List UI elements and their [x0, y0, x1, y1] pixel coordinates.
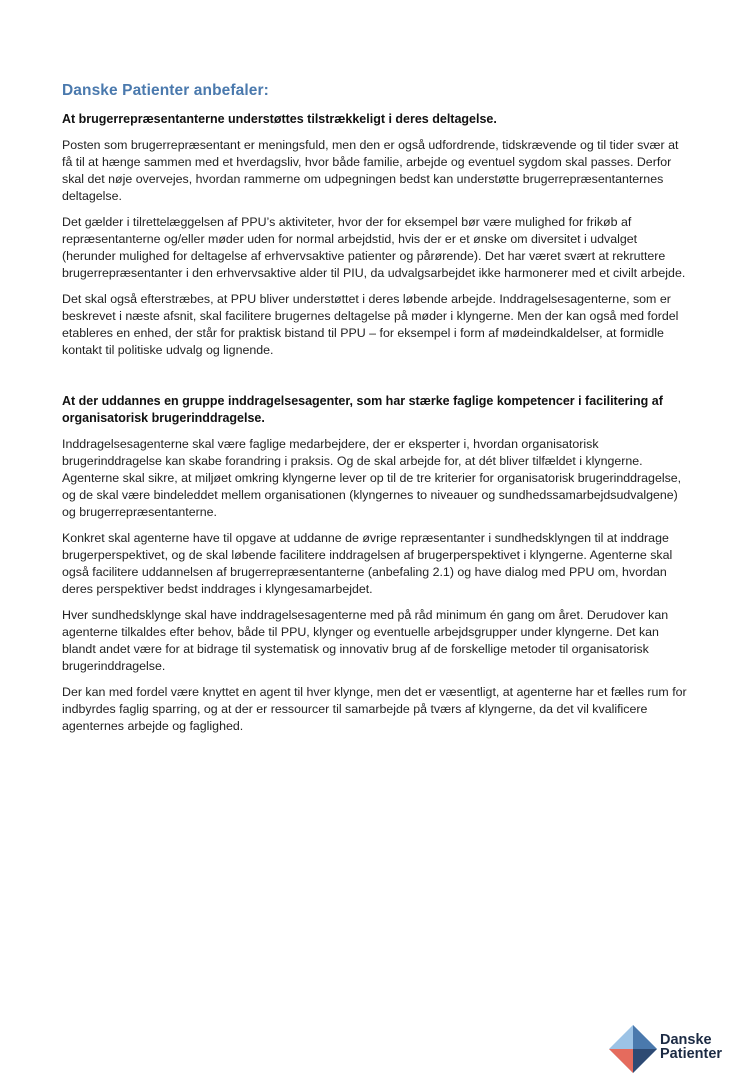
paragraph: Det skal også efterstræbes, at PPU bliver understøttet i deres løbende arbejde. Inddragelsesagenterne, som er beskrevet i næste afsnit, skal facilitere brugernes deltagelse på møder i klyngerne. Men der kan også med fordel etableres en enhed, der står for praktisk bistand til PPU – for eksempel i form af mødeindkaldelser, at formidle kontakt til politiske udvalg og lignende. [62, 292, 679, 357]
paragraph: Hver sundhedsklynge skal have inddragelsesagenterne med på råd minimum én gang om året. Derudover kan agenterne tilkaldes efter behov, både til PPU, klynger og eventuelle arbejdsgrupper under klyngerne. Det kan blandt andet være for at bidrage til systematisk og innovativ brug af de forskellige metoder til organisatorisk brugerinddragelse. [62, 608, 669, 673]
paragraph: Inddragelsesagenterne skal være faglige medarbejdere, der er eksperter i, hvordan organisatorisk brugerinddragelse kan skabe forandring i praksis. Og de skal arbejde for, at dét bliver tilfældet i klyngerne. Agenterne skal sikre, at miljøet omkring klyngerne lever op til de tre kriterier for organisatorisk brugerinddragelse, og de skal være bindeleddet mellem organisationen (klyngernes to niveauer og sundhedssamarbejdsudvalgene) og brugerrepræsentanterne. [62, 437, 682, 519]
recommendation-1 [62, 111, 692, 359]
recommendation-2 [62, 393, 692, 735]
section-title: At brugerrepræsentanterne understøttes tilstrækkeligt i deres deltagelse. [62, 112, 497, 126]
logo-wordmark [660, 1033, 722, 1061]
danske-patienter-logo [608, 1024, 748, 1074]
logo-line-2: Patienter [660, 1046, 723, 1062]
logo-diamond-icon [608, 1024, 658, 1074]
section-spacer [62, 368, 692, 393]
paragraph: Posten som brugerrepræsentant er meningsfuld, men den er også udfordrende, tidskrævende og til tider svær at få til at hænge sammen med et hverdagsliv, hvor både familie, arbejde og eventuel sygdom skal passes. Derfor skal det nøje overvejes, hvordan rammerne om udpegningen bedst kan understøtte brugerrepræsentanternes deltagelse. [62, 138, 679, 203]
paragraph: Konkret skal agenterne have til opgave at uddanne de øvrige repræsentanter i sundhedsklyngen til at inddrage brugerperspektivet, og de skal løbende facilitere inddragelsen af brugerperspektivet i klyngerne. Agenterne skal også facilitere uddannelsen af brugerrepræsentanterne (anbefaling 2.1) og have dialog med PPU om, hvordan deres perspektiver bedst inddrages i klyngesamarbejdet. [62, 531, 673, 596]
section-title: At der uddannes en gruppe inddragelsesagenter, som har stærke faglige kompetencer i facilitering af organisatorisk brugerinddragelse. [62, 394, 663, 425]
page-heading: Danske Patienter anbefaler: [62, 82, 269, 99]
document-page [62, 82, 692, 744]
paragraph: Der kan med fordel være knyttet en agent til hver klynge, men det er væsentligt, at agenterne har et fælles rum for indbyrdes faglig sparring, og at der er ressourcer til samarbejde på tværs af klyngerne, da det vil kvalificere agenternes arbejde og faglighed. [62, 685, 687, 733]
paragraph: Det gælder i tilrettelæggelsen af PPU’s aktiviteter, hvor der for eksempel bør være mulighed for frikøb af repræsentanterne og/eller møder uden for normal arbejdstid, hvis der er et ønske om diversitet i udvalget (herunder mulighed for deltagelse af erhvervsaktive patienter og pårørende). Det har været svært at rekruttere brugerrepræsentanter i den erhvervsaktive alder til PIU, da udvalgsarbejdet ikke harmonerer med et civilt arbejde. [62, 215, 686, 280]
logo-line-1: Danske [660, 1032, 712, 1048]
